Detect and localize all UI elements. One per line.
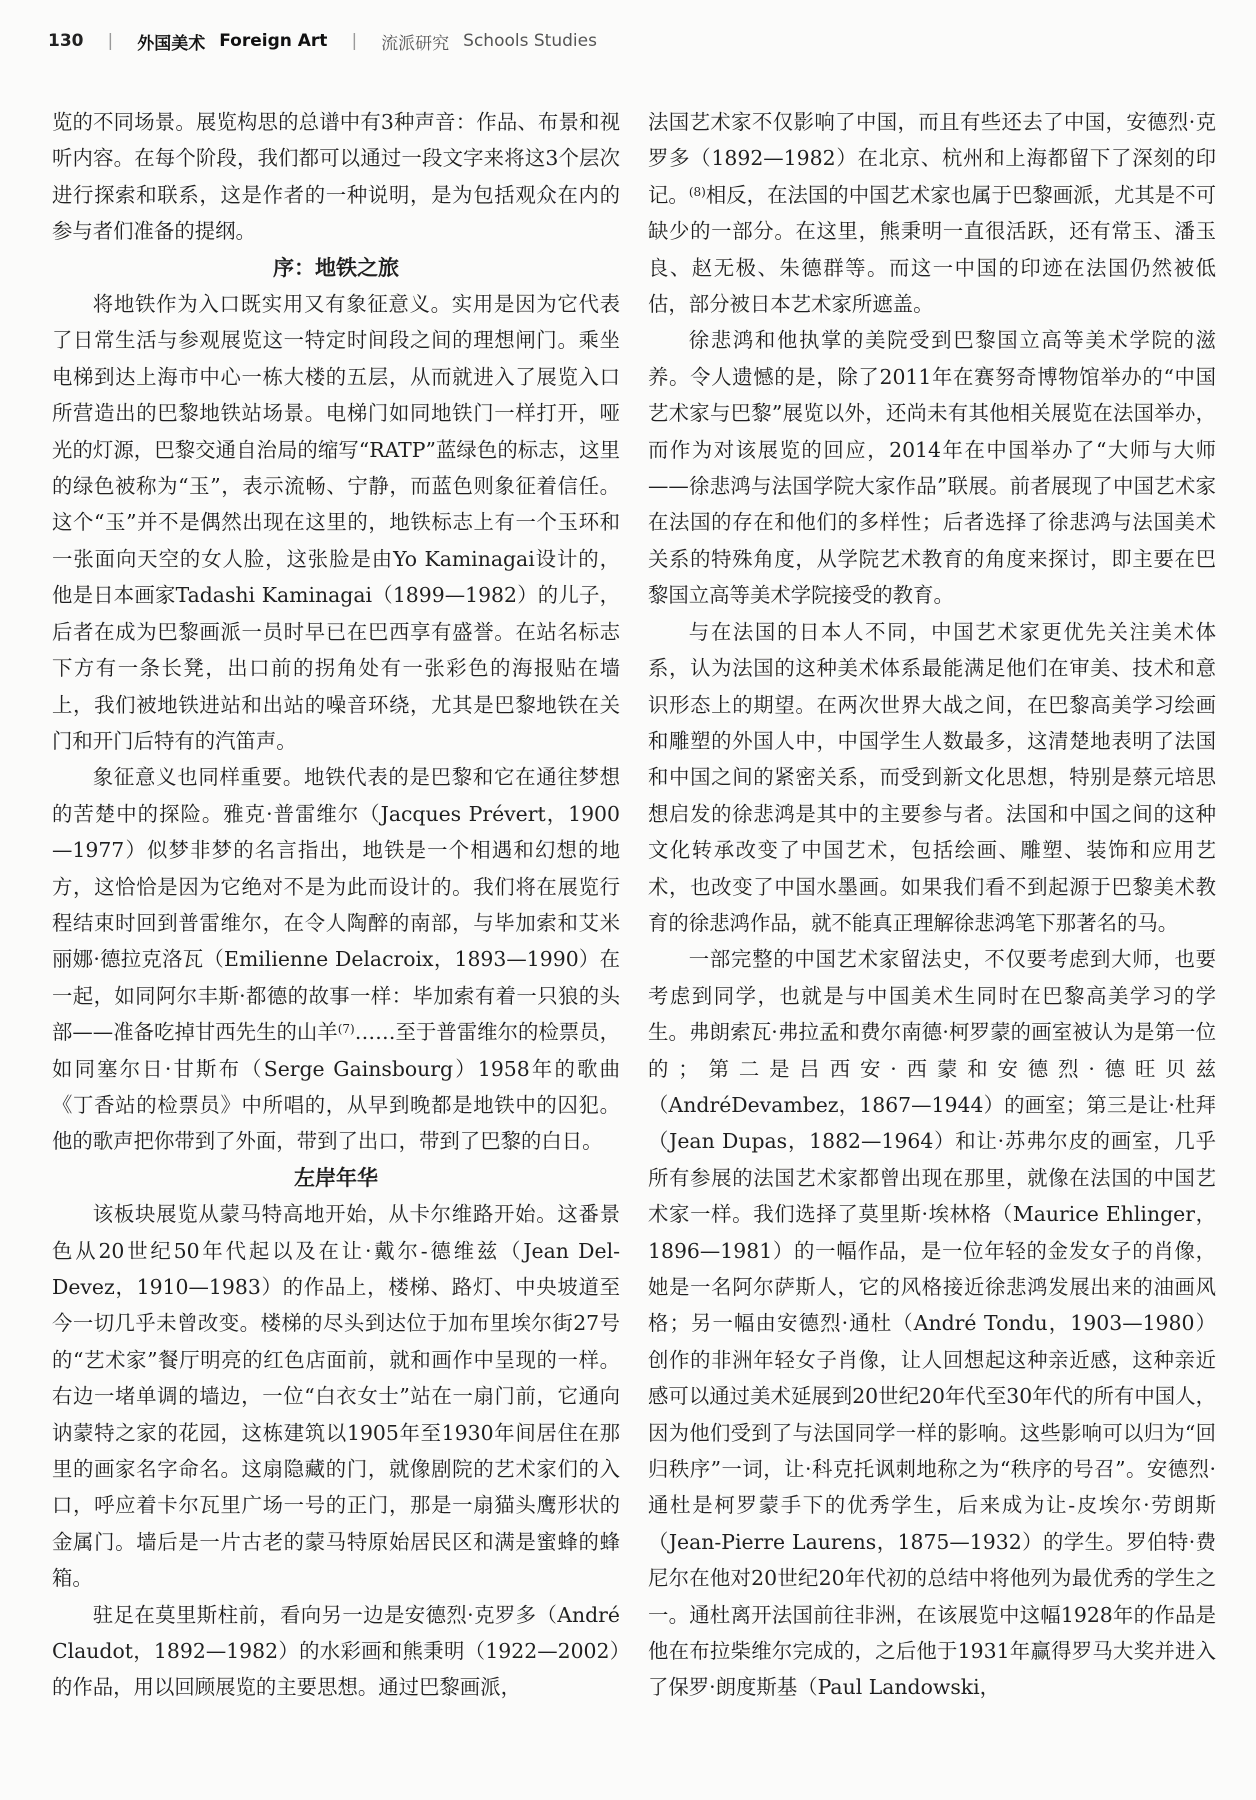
paragraph-text: ……至于普雷维尔的检票员，如同塞尔日·甘斯布（Serge Gainsbourg）1958年的歌曲《丁香站的检票员》中所唱的，从早到晚都是地铁中的囚犯。他的歌声把你带到了外面，带到了出口，带到了巴黎的白日。 [52, 1020, 621, 1154]
paragraph: 将地铁作为入口既实用又有象征意义。实用是因为它代表了日常生活与参观展览这一特定时间段之间的理想闸门。乘坐电梯到达上海市中心一栋大楼的五层，从而就进入了展览入口所营造出的巴黎地铁站场景。电梯门如同地铁门一样打开，哑光的灯源，巴黎交通自治局的缩写“RATP”蓝绿色的标志，这里的绿色被称为“玉”，表示流畅、宁静，而蓝色则象征着信任。这个“玉”并不是偶然出现在这里的，地铁标志上有一个玉环和一张面向天空的女人脸，这张脸是由Yo Kaminagai设计的，他是日本画家Tadashi Kaminagai（1899—1982）的儿子，后者在成为巴黎画派一员时早已在巴西享有盛誉。在站名标志下方有一条长凳，出口前的拐角处有一张彩色的海报贴在墙上，我们被地铁进站和出站的噪音环绕，尤其是巴黎地铁在关门和开门后特有的汽笛声。 [52, 292, 620, 753]
paragraph: 驻足在莫里斯柱前，看向另一边是安德烈·克罗多（André Claudot，1892—1982）的水彩画和熊秉明（1922—2002）的作品，用以回顾展览的主要思想。通过巴黎画派， [52, 1602, 620, 1700]
paragraph-text: 法国艺术家不仅影响了中国，而且有些还去了中国，安德烈·克罗多（1892—1982）在北京、杭州和上海都留下了深刻的印记。 [648, 110, 1216, 207]
running-header [48, 24, 597, 58]
paragraph: 一部完整的中国艺术家留法史，不仅要考虑到大师，也要考虑到同学，也就是与中国美术生同时在巴黎高美学习的学生。弗朗索瓦·弗拉孟和费尔南德·柯罗蒙的画室被认为是第一位的；第二是吕西安·西蒙和安德烈·德旺贝兹（AndréDevambez，1867—1944）的画室；第三是让·杜拜（Jean Dupas，1882—1964）和让·苏弗尔皮的画室，几乎所有参展的法国艺术家都曾出现在那里，就像在法国的中国艺术家一样。我们选择了莫里斯·埃林格（Maurice Ehlinger，1896—1981）的一幅作品，是一位年轻的金发女子的肖像，她是一名阿尔萨斯人，它的风格接近徐悲鸿发展出来的油画风格；另一幅由安德烈·通杜（André Tondu，1903—1980）创作的非洲年轻女子肖像，让人回想起这种亲近感，这种亲近感可以通过美术延展到20世纪20年代至30年代的所有中国人，因为他们受到了与法国同学一样的影响。这些影响可以归为“回归秩序”一词，让·科克托讽刺地称之为“秩序的号召”。安德烈·通杜是柯罗蒙手下的优秀学生，后来成为让-皮埃尔·劳朗斯（Jean-Pierre Laurens，1875—1932）的学生。罗伯特·费尼尔在他对20世纪20年代初的总结中将他列为最优秀的学生之一。通杜离开法国前往非洲，在该展览中这幅1928年的作品是他在布拉柴维尔完成的，之后他于1931年赢得罗马大奖并进入了保罗·朗度斯基（Paul Landowski， [648, 947, 1216, 1700]
paragraph-text: 象征意义也同样重要。地铁代表的是巴黎和它在通往梦想的苦楚中的探险。雅克·普雷维尔（Jacques Prévert，1900—1977）似梦非梦的名言指出，地铁是一个相遇和幻想的地方，这恰恰是因为它绝对不是为此而设计的。我们将在展览行程结束时回到普雷维尔，在令人陶醉的南部，与毕加索和艾米丽娜·德拉克洛瓦（Emilienne Delacroix，1893—1990）在一起，如同阿尔丰斯·都德的故事一样：毕加索有着一只狼的头部——准备吃掉甘西先生的山羊 [52, 765, 620, 1045]
page-number: 130 [48, 31, 84, 51]
section-title-en: Schools Studies [463, 31, 597, 51]
paragraph [52, 759, 620, 1159]
section-heading-left-bank: 左岸年华 [294, 1164, 378, 1190]
paragraph: 览的不同场景。展览构思的总谱中有3种声音：作品、布景和视听内容。在每个阶段，我们都可以通过一段文字来将这3个层次进行探索和联系，这是作者的一种说明，是为包括观众在内的参与者们准备的提纲。 [52, 110, 620, 244]
section-title-cn: 流派研究 [381, 33, 450, 54]
paragraph: 徐悲鸿和他执掌的美院受到巴黎国立高等美术学院的滋养。令人遗憾的是，除了2011年在赛努奇博物馆举办的“中国艺术家与巴黎”展览以外，还尚未有其他相关展览在法国举办，而作为对该展览的回应，2014年在中国举办了“大师与大师——徐悲鸿与法国学院大家作品”联展。前者展现了中国艺术家在法国的存在和他们的多样性；后者选择了徐悲鸿与法国美术关系的特殊角度，从学院艺术教育的角度来探讨，即主要在巴黎国立高等美术学院接受的教育。 [648, 328, 1216, 608]
right-column [648, 104, 1216, 1706]
header-divider: | [351, 31, 358, 51]
paragraph: 该板块展览从蒙马特高地开始，从卡尔维路开始。这番景色从20世纪50年代起以及在让·戴尔-德维兹（Jean Del-Devez，1910—1983）的作品上，楼梯、路灯、中央坡道至今一切几乎未曾改变。楼梯的尽头到达位于加布里埃尔街27号的“艺术家”餐厅明亮的红色店面前，就和画作中呈现的一样。右边一堵单调的墙边，一位“白衣女士”站在一扇门前，它通向讷蒙特之家的花园，这栋建筑以1905年至1930年间居住在那里的画家名字命名。这扇隐藏的门，就像剧院的艺术家们的入口，呼应着卡尔瓦里广场一号的正门，那是一扇猫头鹰形状的金属门。墙后是一片古老的蒙马特原始居民区和满是蜜蜂的蜂箱。 [52, 1202, 620, 1591]
section-heading-subway: 序：地铁之旅 [273, 254, 399, 280]
header-divider: | [107, 31, 114, 51]
footnote-marker: (7) [337, 1022, 355, 1037]
magazine-title-cn: 外国美术 [137, 33, 206, 54]
paragraph-text: 相反，在法国的中国艺术家也属于巴黎画派，尤其是不可缺少的一部分。在这里，熊秉明一直很活跃，还有常玉、潘玉良、赵无极、朱德群等。而这一中国的印迹在法国仍然被低估，部分被日本艺术家所遮盖。 [648, 182, 1217, 317]
magazine-title-en: Foreign Art [219, 31, 328, 51]
paragraph [648, 104, 1216, 322]
footnote-marker: (8) [688, 184, 706, 199]
paragraph: 与在法国的日本人不同，中国艺术家更优先关注美术体系，认为法国的这种美术体系最能满足他们在审美、技术和意识形态上的期望。在两次世界大战之间，在巴黎高美学习绘画和雕塑的外国人中，中国学生人数最多，这清楚地表明了法国和中国之间的紧密关系，而受到新文化思想，特别是蔡元培思想启发的徐悲鸿是其中的主要参与者。法国和中国之间的这种文化转承改变了中国艺术，包括绘画、雕塑、装饰和应用艺术，也改变了中国水墨画。如果我们看不到起源于巴黎美术教育的徐悲鸿作品，就不能真正理解徐悲鸿笔下那著名的马。 [648, 619, 1216, 935]
left-column [52, 104, 620, 1706]
